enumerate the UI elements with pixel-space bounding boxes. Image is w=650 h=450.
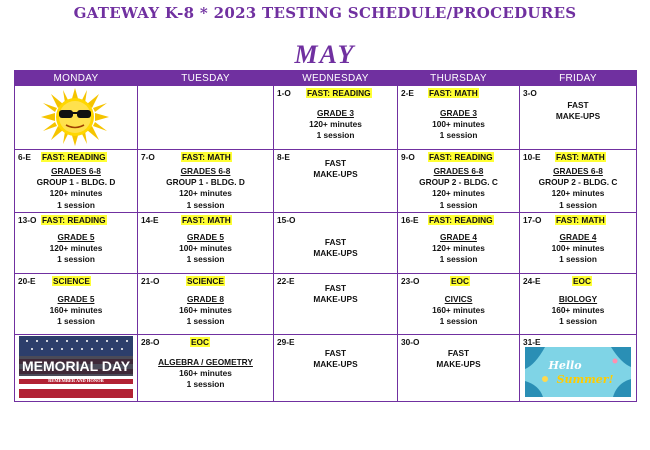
test-highlight: EOC [191,337,209,347]
day-number: 23-O [401,276,420,286]
duration: 120+ minutes [49,243,103,254]
weekday-header: TUESDAY [138,71,274,86]
grade-label: GRADES 6-8 [433,166,484,176]
day-cell [274,150,398,213]
test-highlight: FAST: READING [429,152,493,162]
sessions: 1 session [316,130,355,141]
grade-label: GRADES 6-8 [180,166,231,176]
sessions: 1 session [559,316,597,327]
sessions: 1 session [57,316,95,327]
makeup-label: FAST [324,348,347,358]
day-number: 20-E [18,276,36,286]
day-cell [398,274,520,335]
page-title: GATEWAY K-8 * 2023 TESTING SCHEDULE/PROCEDURES [73,4,577,22]
test-highlight: FAST: MATH [182,215,231,225]
duration: 120+ minutes [179,188,232,199]
day-cell [274,274,398,335]
day-cell [138,335,274,402]
day-number: 14-E [141,215,159,225]
test-highlight: FAST: READING [42,152,106,162]
duration: 120+ minutes [309,119,362,130]
day-cell [520,335,637,402]
test-highlight: FAST: READING [42,215,106,225]
group-label: GROUP 1 - BLDG. D [36,177,116,188]
grade-label: GRADES 6-8 [553,166,603,176]
sessions: 1 session [439,316,478,327]
day-number: 9-O [401,152,415,162]
day-cell [138,150,274,213]
test-highlight: EOC [573,276,591,286]
sessions: 1 session [559,199,597,210]
sessions: 1 session [57,199,95,210]
subject-label: CIVICS [444,294,473,304]
sessions: 1 session [439,199,478,210]
day-cell [398,335,520,402]
subject-label: BIOLOGY [558,294,598,304]
day-cell [15,213,138,274]
duration: 120+ minutes [551,188,605,199]
day-number: 7-O [141,152,155,162]
memorial-day-text: MEMORIAL DAY [21,358,131,374]
duration: 160+ minutes [179,368,232,379]
makeup-label: FAST [324,283,347,293]
day-number: 10-E [523,152,541,162]
grade-label: GRADE 5 [187,232,224,242]
sessions: 1 session [186,379,225,390]
hello-summer-image [525,347,631,397]
test-highlight: FAST: MATH [429,88,478,98]
day-cell [15,335,138,402]
day-cell [274,213,398,274]
grade-label: GRADE 5 [57,232,95,242]
week-row [15,86,637,150]
weekday-header: THURSDAY [398,71,520,86]
day-number: 1-O [277,88,291,98]
day-number: 28-O [141,337,160,347]
day-number: 29-E [277,337,295,347]
day-number: 8-E [277,152,290,162]
group-label: GROUP 1 - BLDG. D [166,177,245,188]
grade-label: GRADES 6-8 [51,166,101,176]
day-cell [15,274,138,335]
makeup-label: FAST [324,158,347,168]
weekday-header: WEDNESDAY [274,71,398,86]
day-cell [398,86,520,150]
day-cell [15,150,138,213]
group-label: GROUP 2 - BLDG. C [538,177,618,188]
day-number: 3-O [523,88,537,98]
day-number: 6-E [18,152,31,162]
duration: 120+ minutes [432,188,485,199]
sessions: 1 session [439,130,478,141]
day-number: 22-E [277,276,295,286]
day-number: 15-O [277,215,296,225]
makeup-label: MAKE-UPS [313,359,358,370]
day-number: 13-O [18,215,37,225]
makeup-label: FAST [567,100,589,110]
day-number: 30-O [401,337,420,347]
sessions: 1 session [57,254,95,265]
day-cell [274,335,398,402]
test-highlight: FAST: READING [429,215,493,225]
day-cell [15,86,138,150]
week-row [15,274,637,335]
sessions: 1 session [186,199,225,210]
day-cell [138,274,274,335]
summer-text: Summer! [556,373,614,386]
sessions: 1 session [186,316,225,327]
duration: 160+ minutes [551,305,605,316]
makeup-label: MAKE-UPS [436,359,481,370]
weekday-header-row [15,71,637,86]
day-number: 24-E [523,276,541,286]
memorial-day-banner [19,336,133,398]
subject-label: ALGEBRA / GEOMETRY [158,357,253,367]
day-cell [274,86,398,150]
makeup-label: MAKE-UPS [313,169,358,180]
weekday-header: FRIDAY [520,71,637,86]
day-cell [520,86,637,150]
sessions: 1 session [186,254,225,265]
week-row [15,150,637,213]
day-cell [520,150,637,213]
day-cell [138,86,274,150]
duration: 160+ minutes [179,305,232,316]
duration: 120+ minutes [432,243,485,254]
makeup-label: FAST [447,348,470,358]
test-highlight: FAST: MATH [556,215,605,225]
day-cell [520,213,637,274]
duration: 100+ minutes [432,119,485,130]
day-cell [520,274,637,335]
duration: 160+ minutes [49,305,103,316]
grade-label: GRADE 4 [440,232,477,242]
duration: 100+ minutes [551,243,605,254]
grade-label: GRADE 3 [317,108,354,118]
test-highlight: FAST: MATH [556,152,605,162]
day-number: 17-O [523,215,542,225]
remember-and-honor-text: REMEMBER AND HONOR [48,378,104,383]
day-number: 21-O [141,276,160,286]
duration: 120+ minutes [49,188,103,199]
makeup-label: MAKE-UPS [313,248,358,259]
day-cell [398,213,520,274]
calendar-grid [14,70,637,402]
makeup-label: MAKE-UPS [555,111,601,122]
week-row [15,335,637,402]
test-highlight: SCIENCE [53,276,90,286]
test-highlight: EOC [451,276,469,286]
grade-label: GRADE 3 [440,108,477,118]
test-highlight: SCIENCE [187,276,224,286]
sessions: 1 session [439,254,478,265]
sessions: 1 session [559,254,597,265]
grade-label: GRADE 4 [559,232,597,242]
grade-label: GRADE 5 [57,294,95,304]
makeup-label: FAST [324,237,347,247]
grade-label: GRADE 8 [187,294,224,304]
week-row [15,213,637,274]
makeup-label: MAKE-UPS [313,294,358,305]
duration: 100+ minutes [179,243,232,254]
day-number: 2-E [401,88,414,98]
group-label: GROUP 2 - BLDG. C [419,177,498,188]
weekday-header: MONDAY [15,71,138,86]
month-heading: MAY [294,40,356,69]
test-highlight: FAST: MATH [182,152,231,162]
day-cell [398,150,520,213]
test-highlight: FAST: READING [307,88,371,98]
day-cell [138,213,274,274]
day-number: 16-E [401,215,419,225]
duration: 160+ minutes [432,305,485,316]
day-number: 31-E [523,337,541,347]
hello-text: Hello [548,359,582,372]
sun-with-sunglasses-image [21,88,129,146]
